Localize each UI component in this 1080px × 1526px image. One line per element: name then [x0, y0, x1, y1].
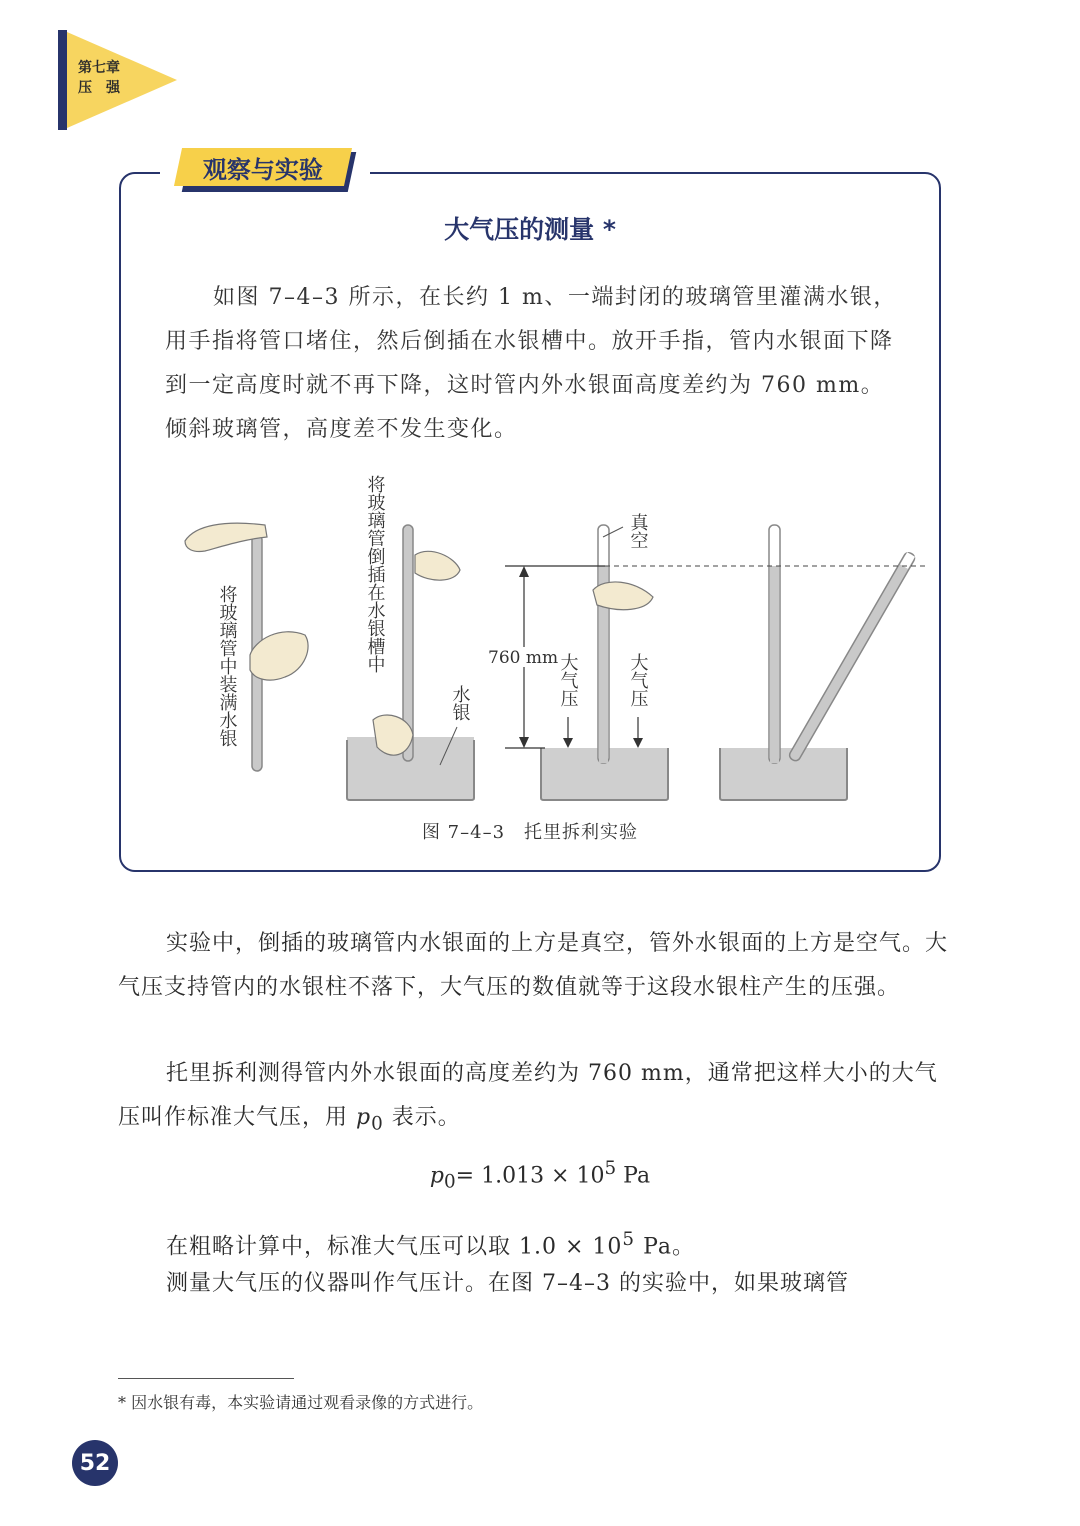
- figure-caption: 图 7–4–3 托里拆利实验: [421, 822, 639, 843]
- height-arrow-up: [519, 566, 529, 577]
- label-invert-tube: 将玻璃管倒插在水银槽中: [364, 475, 386, 673]
- body-paragraph-1: [118, 922, 948, 1010]
- body-text-3b: Pa。: [635, 1234, 696, 1260]
- symbol-p-sub: 0: [371, 1113, 384, 1135]
- symbol-p: p: [356, 1105, 372, 1130]
- body-text-3a: 在粗略计算中，标准大气压可以取 1.0 × 10: [166, 1234, 623, 1260]
- page-number: 52: [72, 1440, 118, 1486]
- experiment-label-text: 观察与实验: [203, 155, 323, 184]
- height-arrow-down: [519, 737, 529, 748]
- footnote: * 因水银有毒，本实验请通过观看录像的方式进行。: [118, 1393, 484, 1412]
- chapter-label: [78, 58, 148, 98]
- mercury-column-vertical: [770, 566, 779, 763]
- panel-measure: [485, 513, 668, 800]
- body-paragraph-4: [118, 1262, 948, 1306]
- body-text-3exp: 5: [622, 1229, 636, 1250]
- experiment-paragraph: [165, 276, 905, 452]
- experiment-text: 如图 7–4–3 所示，在长约 1 m、一端封闭的玻璃管里灌满水银，用手指将管口堵住，然后倒插在水银槽中。放开手指，管内水银面下降到一定高度时就不再下降，这时管内外水银面高度差约为 760 mm。倾斜玻璃管，高度差不发生变化。: [165, 285, 897, 442]
- label-mercury: 水银: [449, 685, 471, 721]
- chapter-marker-bar: [58, 30, 67, 130]
- mercury-dish-fill-4: [720, 748, 847, 800]
- formula-symbol: p: [429, 1163, 444, 1189]
- pressure-arrowhead-left: [563, 738, 573, 748]
- body-text-2b: 表示。: [383, 1105, 461, 1130]
- label-height: 760 mm: [488, 648, 559, 668]
- experiment-title: 大气压的测量 *: [444, 215, 616, 244]
- torricelli-figure: [165, 465, 935, 820]
- formula: [0, 1158, 1080, 1193]
- chapter-number: 第七章: [78, 60, 120, 76]
- label-pressure-left: 大气压: [557, 653, 579, 707]
- footnote-divider: [118, 1378, 294, 1379]
- label-fill-tube: 将玻璃管中装满水银: [216, 585, 238, 747]
- panel-invert-tube: [347, 475, 474, 800]
- formula-value: = 1.013 × 10: [455, 1163, 605, 1189]
- tube-tilted: [788, 551, 917, 763]
- label-pressure-right: 大气压: [627, 653, 649, 707]
- hand-measure-icon: [593, 582, 653, 610]
- hand-upper-icon: [415, 551, 460, 580]
- body-text-1: 实验中，倒插的玻璃管内水银面的上方是真空，管外水银面的上方是空气。大气压支持管内的水银柱不落下，大气压的数值就等于这段水银柱产生的压强。: [118, 931, 949, 1000]
- body-text-4: 测量大气压的仪器叫作气压计。在图 7–4–3 的实验中，如果玻璃管: [166, 1271, 849, 1296]
- formula-exp: 5: [604, 1158, 617, 1179]
- chapter-title: 压 强: [78, 80, 120, 96]
- panel-fill-tube: [185, 523, 308, 771]
- experiment-label: [174, 148, 352, 186]
- formula-unit: Pa: [616, 1163, 651, 1189]
- formula-sub: 0: [443, 1171, 456, 1193]
- body-text-2: [118, 1052, 948, 1146]
- body-paragraph-2: [118, 1052, 948, 1146]
- label-vacuum: 真空: [627, 513, 649, 549]
- pressure-arrowhead-right: [633, 738, 643, 748]
- body-text-2a: 托里拆利测得管内外水银面的高度差约为 760 mm，通常把这样大小的大气压叫作标准大气压，用: [118, 1061, 938, 1130]
